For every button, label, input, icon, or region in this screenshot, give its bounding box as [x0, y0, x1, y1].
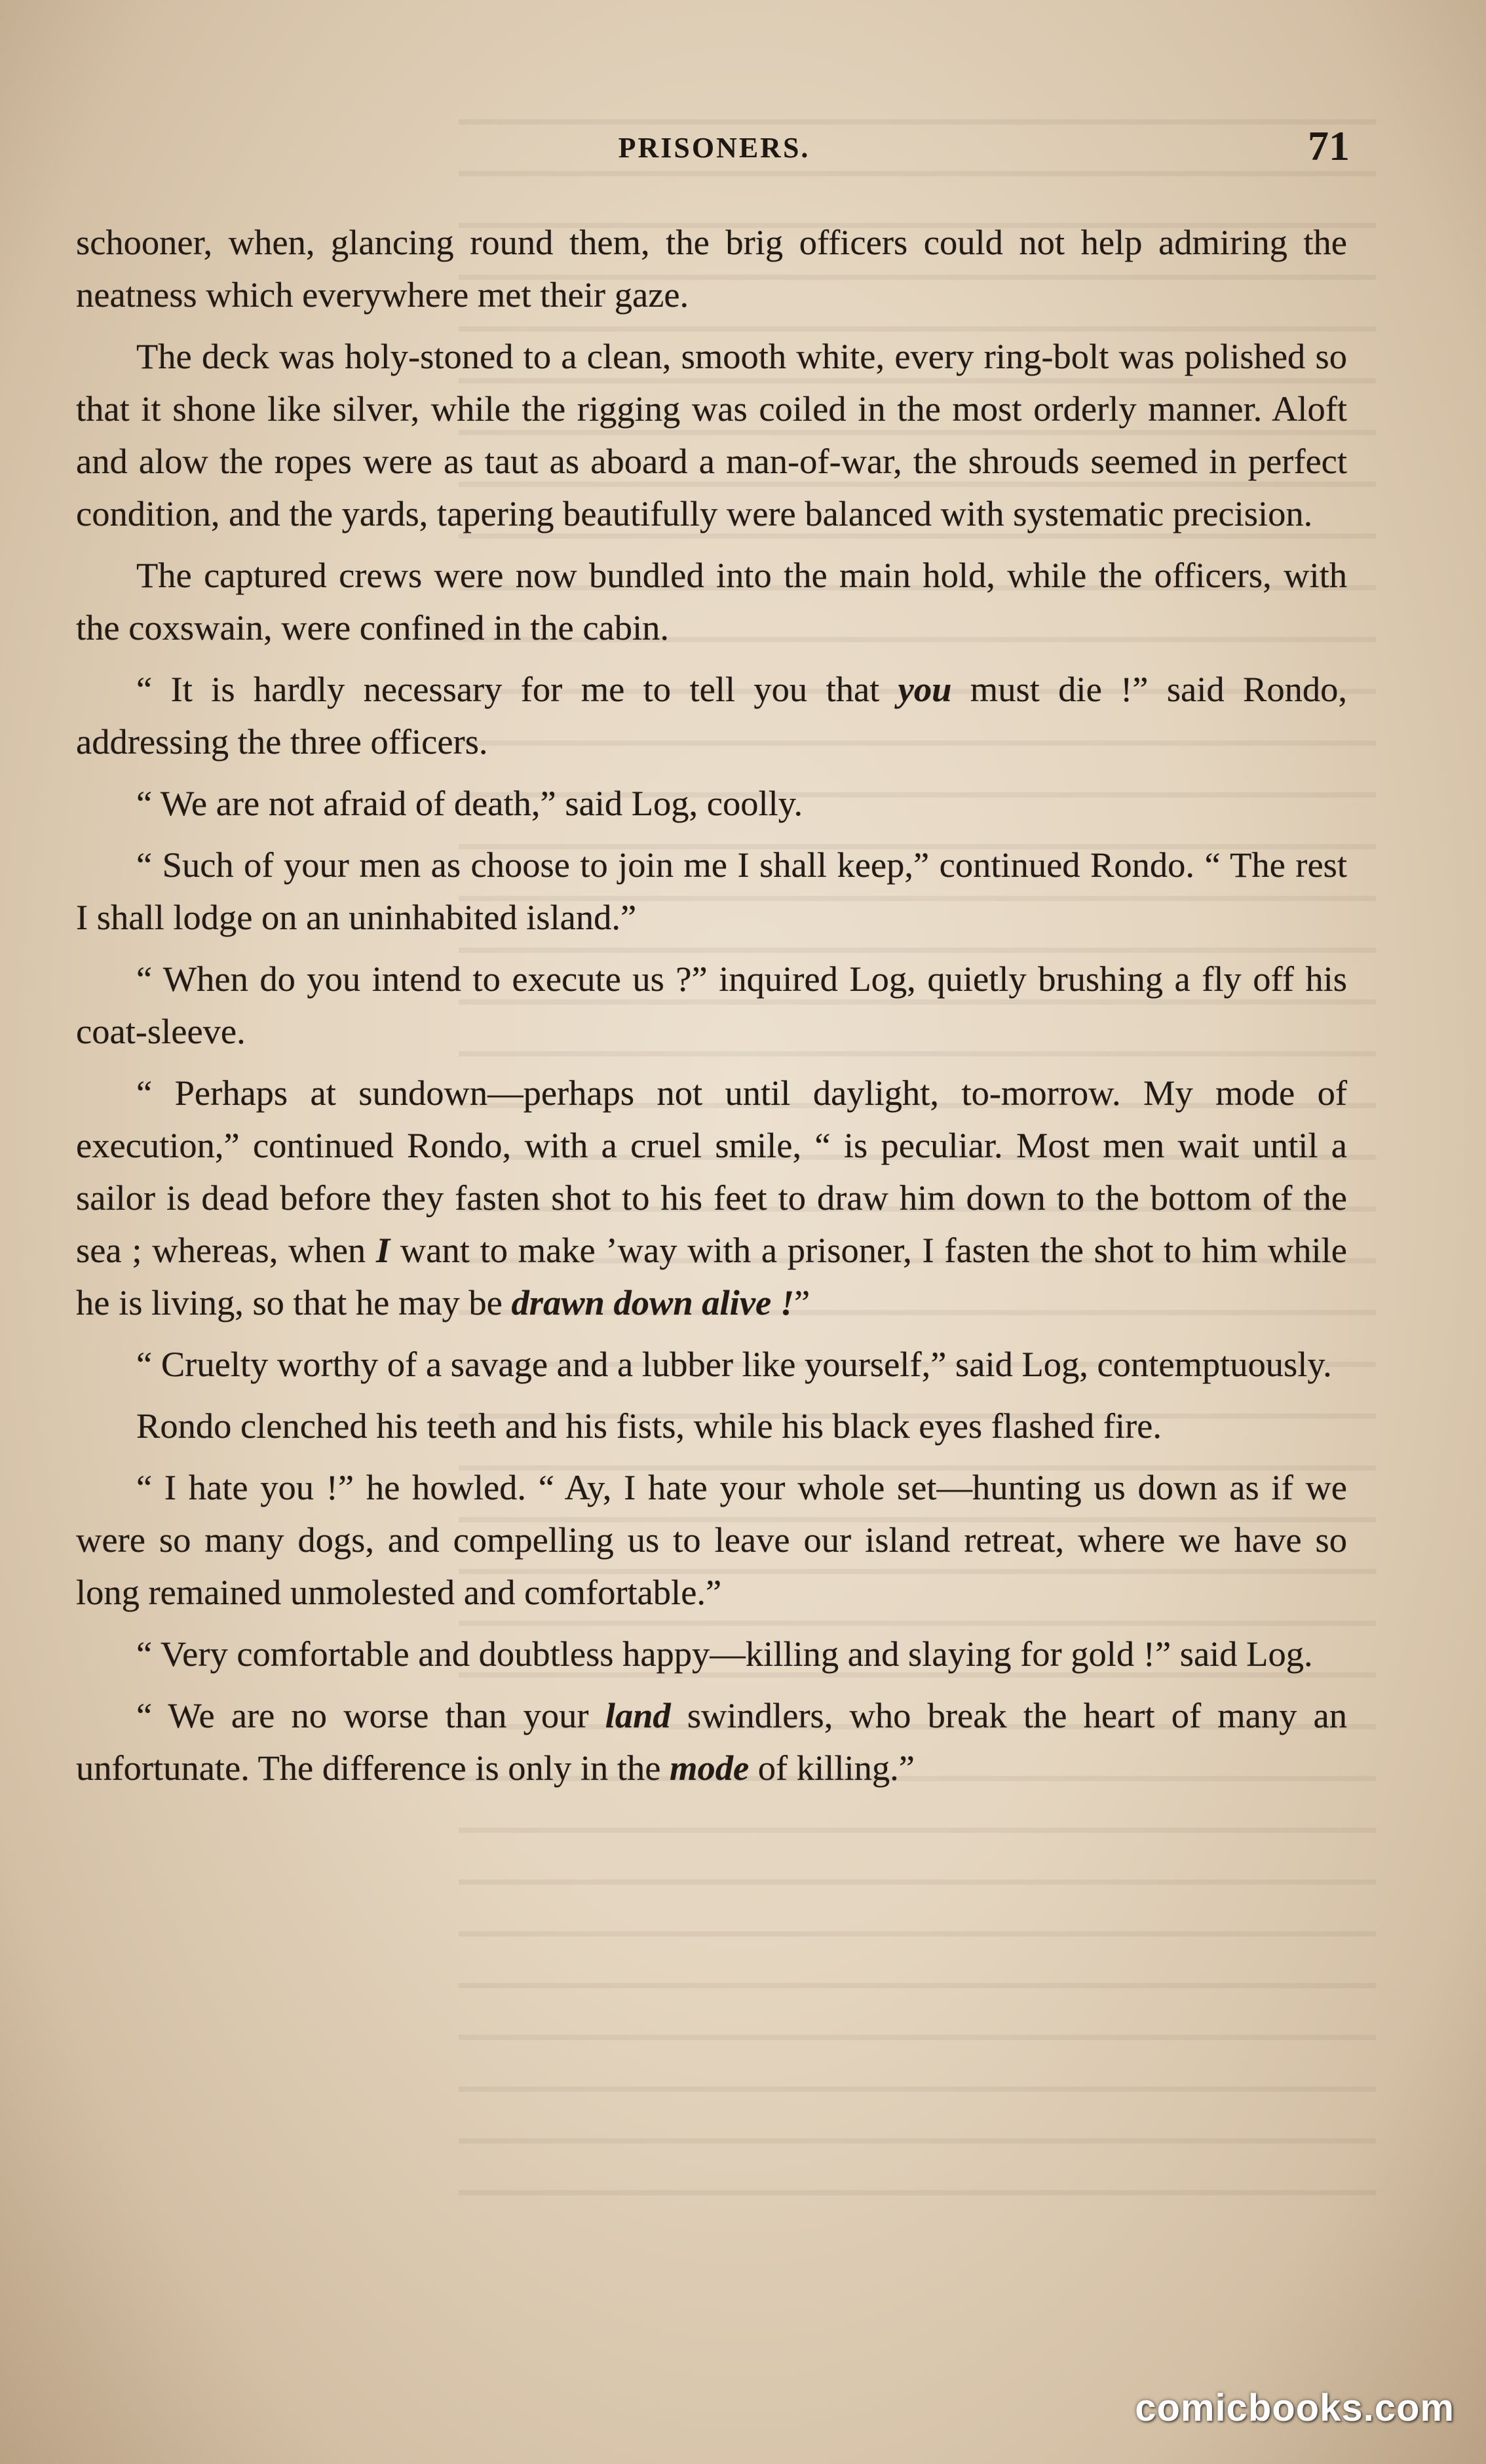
paragraph — [76, 330, 1347, 540]
paragraph — [76, 1628, 1347, 1680]
text-segment: swindlers, who break the heart of many an unfortunate. The difference is only in the — [76, 1695, 1347, 1788]
paragraph — [76, 549, 1347, 654]
paragraph — [76, 216, 1347, 321]
text-segment: “ When do you intend to execute us ?” inquired Log, quietly brushing a fly off his coat-sleeve. — [76, 959, 1347, 1051]
italic-text: mode — [670, 1748, 750, 1788]
text-segment: must die !” said Rondo, addressing the three officers. — [76, 669, 1347, 761]
italic-text: I — [375, 1230, 391, 1270]
text-segment: want to make ’way with a prisoner, I fasten the shot to him while he is living, so that he may be — [76, 1230, 1347, 1322]
paragraph — [76, 1689, 1347, 1794]
text-segment: “ We are not afraid of death,” said Log, coolly. — [136, 783, 803, 823]
text-segment: schooner, when, glancing round them, the brig officers could not help admiring the neatness which everywhere met their gaze. — [76, 222, 1347, 315]
text-segment: “ I hate you !” he howled. “ Ay, I hate your whole set—hunting us down as if we were so many dogs, and compelling us to leave our island retreat, where we have so long remained unmolested and comfortable.” — [76, 1467, 1347, 1612]
text-segment: Rondo clenched his teeth and his fists, while his black eyes flashed fire. — [136, 1406, 1162, 1446]
paragraph — [76, 953, 1347, 1058]
text-segment: “ It is hardly necessary for me to tell you that — [136, 669, 898, 709]
page-number: 71 — [1308, 123, 1350, 169]
watermark: comicbooks.com — [1135, 2387, 1455, 2429]
paragraph — [76, 1461, 1347, 1619]
paragraph — [76, 839, 1347, 944]
running-title: PRISONERS. — [618, 132, 810, 164]
italic-text: you — [898, 669, 952, 709]
italic-text: drawn down alive ! — [511, 1282, 795, 1322]
paragraph — [76, 777, 1347, 830]
italic-text: land — [605, 1695, 671, 1735]
paragraph — [76, 1400, 1347, 1452]
text-segment: “ Cruelty worthy of a savage and a lubber like yourself,” said Log, contemptuously. — [136, 1344, 1332, 1384]
text-segment: The deck was holy-stoned to a clean, smooth white, every ring-bolt was polished so that it shone like silver, while the rigging was coiled in the most orderly manner. Aloft and alow the ropes were as taut as aboard a man-of-war, the shrouds seemed in perfect condition, and the yards, tapering beautifully were balanced with systematic precision. — [76, 336, 1347, 533]
text-segment: of killing.” — [749, 1748, 915, 1788]
text-segment: “ Such of your men as choose to join me I shall keep,” continued Rondo. “ The rest I shall lodge on an uninhabited island.” — [76, 845, 1347, 937]
paragraph — [76, 1067, 1347, 1329]
text-segment: ” — [794, 1282, 810, 1322]
text-segment: “ Very comfortable and doubtless happy—killing and slaying for gold !” said Log. — [136, 1634, 1313, 1674]
running-head — [79, 118, 1350, 177]
paragraph — [76, 663, 1347, 768]
body-text — [76, 216, 1347, 1803]
text-segment: “ We are no worse than your — [136, 1695, 605, 1735]
text-segment: The captured crews were now bundled into the main hold, while the officers, with the coxswain, were confined in the cabin. — [76, 555, 1347, 647]
paragraph — [76, 1338, 1347, 1391]
text-segment: “ Perhaps at sundown—perhaps not until daylight, to-morrow. My mode of execution,” continued Rondo, with a cruel smile, “ is peculiar. Most men wait until a sailor is dead before they fasten shot to his feet to draw him down to the bottom of the sea ; whereas, when — [76, 1073, 1347, 1270]
